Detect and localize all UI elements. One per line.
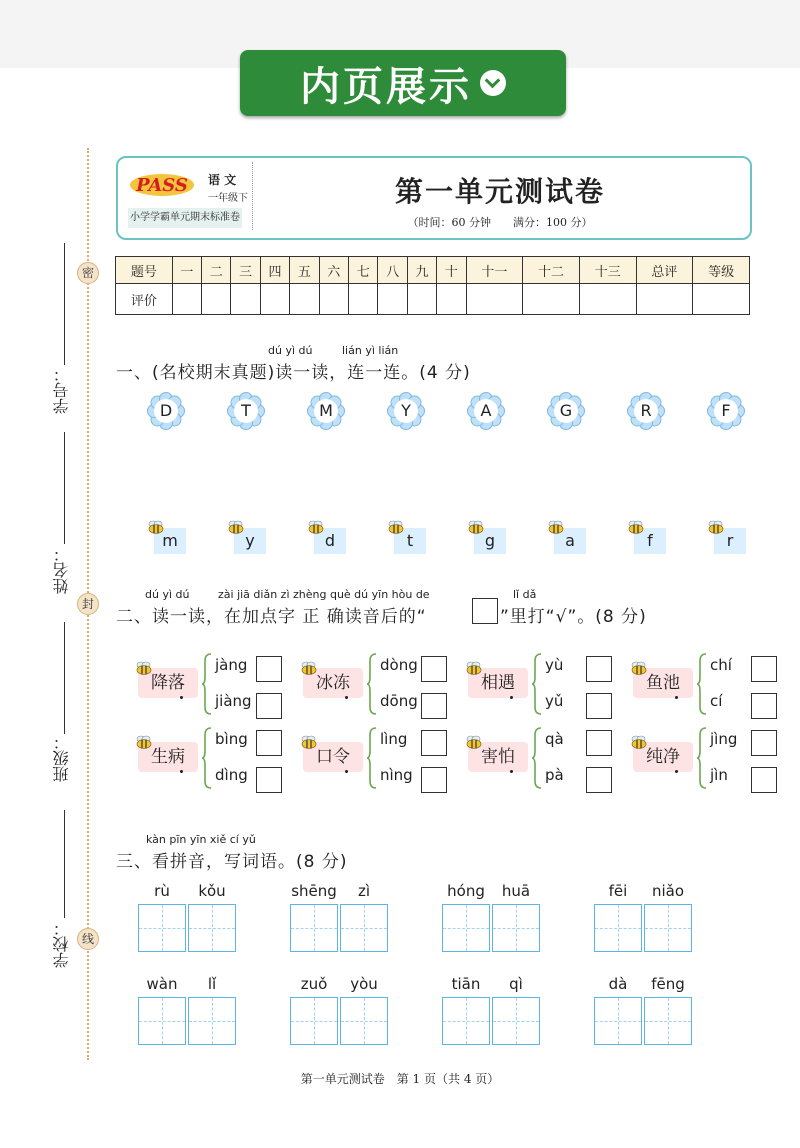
pinyin-option: yù: [545, 656, 564, 674]
series-label: 小学学霸单元期末标准卷: [128, 208, 242, 228]
answer-checkbox[interactable]: [586, 767, 612, 793]
brace-icon: [202, 727, 212, 789]
paper-subtitle: （时间：60 分钟 满分：100 分）: [407, 216, 593, 229]
word-card: 生病: [138, 742, 198, 772]
emphasis-dot: [675, 770, 678, 773]
lowercase-letter-card[interactable]: y: [234, 528, 266, 554]
seal-feng: 封: [77, 593, 99, 615]
writing-grid-cell[interactable]: [492, 997, 540, 1045]
pinyin-option: nìng: [380, 766, 413, 784]
writing-grid-cell[interactable]: [138, 904, 186, 952]
pinyin-option: chí: [710, 656, 732, 674]
brace-icon: [202, 653, 212, 715]
pinyin-syllable: lǐ: [207, 975, 217, 993]
bee-icon: [146, 519, 166, 533]
uppercase-letter[interactable]: G: [559, 401, 573, 420]
uppercase-letter[interactable]: R: [640, 401, 652, 420]
writing-grid-cell[interactable]: [442, 997, 490, 1045]
score-eval-cell[interactable]: [636, 284, 693, 315]
pinyin-syllable: fēi: [608, 882, 628, 900]
q1-pinyin-b: lián yì lián: [342, 344, 399, 357]
q3-pinyin: kàn pīn yīn xiě cí yǔ: [146, 833, 256, 846]
seal-xian: 线: [77, 928, 99, 950]
brace-icon: [697, 653, 707, 715]
uppercase-letter[interactable]: F: [721, 401, 731, 420]
pinyin-syllable: shēng: [291, 882, 337, 900]
writing-grid-cell[interactable]: [188, 904, 236, 952]
answer-checkbox[interactable]: [751, 656, 777, 682]
field-line: [64, 243, 65, 365]
score-header-cell: 八: [378, 257, 407, 284]
pinyin-syllable: qì: [509, 975, 523, 993]
paper-title: 第一单元测试卷: [394, 175, 605, 208]
lowercase-letter-card[interactable]: t: [394, 528, 426, 554]
score-header-cell: 十: [437, 257, 466, 284]
q1-pinyin-a: dú yì dú: [268, 344, 313, 357]
emphasis-dot: [180, 696, 183, 699]
brace-icon: [532, 653, 542, 715]
lowercase-letter-card[interactable]: g: [474, 528, 506, 554]
writing-grid-cell[interactable]: [340, 997, 388, 1045]
word-card: 鱼池: [633, 668, 693, 698]
bee-icon: [386, 519, 406, 533]
brace-icon: [697, 727, 707, 789]
uppercase-letter[interactable]: M: [319, 401, 333, 420]
score-header-cell: 三: [231, 257, 260, 284]
score-eval-cell[interactable]: [231, 284, 260, 315]
pinyin-syllable: zì: [357, 882, 371, 900]
bee-icon: [626, 519, 646, 533]
score-eval-cell[interactable]: [693, 284, 750, 315]
banner-title: 内页展示: [300, 63, 472, 110]
answer-checkbox[interactable]: [586, 730, 612, 756]
pinyin-option: jàng: [215, 656, 248, 674]
score-header-cell: 十二: [523, 257, 580, 284]
score-header-cell: 四: [260, 257, 289, 284]
uppercase-letter[interactable]: T: [241, 401, 251, 420]
brace-icon: [367, 653, 377, 715]
writing-grid-cell[interactable]: [644, 904, 692, 952]
q2-pinyin-b: zài jiā diǎn zì zhèng què dú yīn hòu de: [218, 588, 430, 601]
score-eval-cell[interactable]: [407, 284, 436, 315]
answer-checkbox[interactable]: [421, 693, 447, 719]
pinyin-syllable: hóng: [447, 882, 485, 900]
q1-heading: 一、(名校期末真题)读一读，连一连。(4 分): [116, 363, 471, 383]
pinyin-syllable: zuǒ: [300, 975, 328, 993]
pinyin-option: dòng: [380, 656, 418, 674]
emphasis-dot: [675, 696, 678, 699]
bee-icon: [299, 660, 319, 674]
score-eval-cell[interactable]: [260, 284, 289, 315]
word-card: 冰冻: [303, 668, 363, 698]
chevron-down-icon: [480, 70, 506, 96]
score-eval-label: 评价: [116, 284, 173, 315]
uppercase-letter[interactable]: Y: [401, 401, 411, 420]
grade-label: 一年级下: [208, 193, 248, 204]
writing-grid-cell[interactable]: [138, 997, 186, 1045]
lowercase-letter-card[interactable]: f: [634, 528, 666, 554]
q3-heading: 三、看拼音，写词语。(8 分): [116, 852, 348, 872]
bee-icon: [466, 519, 486, 533]
emphasis-dot: [180, 770, 183, 773]
pinyin-option: bìng: [215, 730, 248, 748]
bee-icon: [629, 734, 649, 748]
answer-checkbox[interactable]: [751, 767, 777, 793]
answer-checkbox[interactable]: [421, 656, 447, 682]
bee-icon: [706, 519, 726, 533]
bee-icon: [546, 519, 566, 533]
score-header-cell: 一: [172, 257, 201, 284]
word-card: 害怕: [468, 742, 528, 772]
pinyin-syllable: tiān: [451, 975, 481, 993]
bee-icon: [226, 519, 246, 533]
seal-mi: 密: [77, 262, 99, 284]
score-header-cell: 总评: [636, 257, 693, 284]
field-line: [64, 622, 65, 734]
pinyin-option: pà: [545, 766, 564, 784]
uppercase-letter[interactable]: A: [480, 401, 492, 420]
answer-checkbox[interactable]: [421, 767, 447, 793]
uppercase-letter[interactable]: D: [159, 401, 173, 420]
answer-checkbox[interactable]: [256, 693, 282, 719]
lowercase-letter-card[interactable]: d: [314, 528, 346, 554]
word-card: 纯净: [633, 742, 693, 772]
bee-icon: [134, 660, 154, 674]
score-table: [115, 256, 750, 315]
score-eval-cell[interactable]: [437, 284, 466, 315]
writing-grid-cell[interactable]: [188, 997, 236, 1045]
answer-checkbox[interactable]: [256, 656, 282, 682]
pinyin-option: dōng: [380, 692, 418, 710]
answer-checkbox[interactable]: [586, 656, 612, 682]
pinyin-option: lìng: [380, 730, 408, 748]
pass-logo: [128, 170, 196, 198]
score-header-cell: 十三: [579, 257, 636, 284]
bee-icon: [629, 660, 649, 674]
emphasis-dot: [345, 696, 348, 699]
pinyin-syllable: wàn: [146, 975, 178, 993]
word-card: 相遇: [468, 668, 528, 698]
lowercase-letter-card[interactable]: r: [714, 528, 746, 554]
brace-icon: [532, 727, 542, 789]
pinyin-syllable: huā: [501, 882, 531, 900]
q2-pinyin-a: dú yì dú: [145, 588, 190, 601]
word-card: 口令: [303, 742, 363, 772]
score-header-cell: 二: [202, 257, 231, 284]
score-header-cell: 七: [349, 257, 378, 284]
pinyin-option: yǔ: [545, 692, 564, 710]
lowercase-letter-card[interactable]: a: [554, 528, 586, 554]
pinyin-option: qà: [545, 730, 564, 748]
writing-grid-cell[interactable]: [442, 904, 490, 952]
subject-label: 语 文: [208, 173, 237, 187]
bee-icon: [134, 734, 154, 748]
writing-grid-cell[interactable]: [290, 904, 338, 952]
score-eval-cell[interactable]: [172, 284, 201, 315]
pinyin-option: jiàng: [215, 692, 252, 710]
score-header-cell: 五: [290, 257, 319, 284]
bee-icon: [299, 734, 319, 748]
answer-checkbox[interactable]: [256, 767, 282, 793]
score-eval-cell[interactable]: [319, 284, 348, 315]
brace-icon: [367, 727, 377, 789]
pinyin-syllable: dà: [608, 975, 628, 993]
writing-grid-cell[interactable]: [290, 997, 338, 1045]
score-eval-cell[interactable]: [378, 284, 407, 315]
pinyin-syllable: niǎo: [651, 882, 685, 900]
writing-grid-cell[interactable]: [492, 904, 540, 952]
score-eval-cell[interactable]: [349, 284, 378, 315]
page-footer: 第一单元测试卷 第 1 页（共 4 页）: [300, 1072, 500, 1086]
lowercase-letter-card[interactable]: m: [154, 528, 186, 554]
score-eval-cell[interactable]: [202, 284, 231, 315]
bee-icon: [464, 660, 484, 674]
score-header-cell: 十一: [466, 257, 523, 284]
pinyin-option: jìng: [710, 730, 738, 748]
pinyin-syllable: fēng: [651, 975, 685, 993]
answer-box-sample: [472, 598, 498, 624]
pinyin-option: dìng: [215, 766, 248, 784]
emphasis-dot: [510, 770, 513, 773]
class-label: 班级：: [52, 734, 71, 782]
writing-grid-cell[interactable]: [340, 904, 388, 952]
pinyin-option: cí: [710, 692, 723, 710]
score-header-cell: 等级: [693, 257, 750, 284]
school-label: 学校：: [52, 920, 71, 968]
emphasis-dot: [510, 696, 513, 699]
bee-icon: [306, 519, 326, 533]
pinyin-syllable: kǒu: [198, 882, 226, 900]
name-label: 姓名：: [52, 546, 71, 594]
pinyin-syllable: rù: [154, 882, 170, 900]
score-eval-cell[interactable]: [466, 284, 523, 315]
score-eval-cell[interactable]: [579, 284, 636, 315]
writing-grid-cell[interactable]: [594, 904, 642, 952]
q2-heading-a: 二、读一读，在加点字 正 确读音后的“: [116, 607, 427, 627]
page-banner: [240, 50, 566, 116]
answer-checkbox[interactable]: [751, 693, 777, 719]
writing-grid-cell[interactable]: [644, 997, 692, 1045]
emphasis-dot: [345, 770, 348, 773]
answer-checkbox[interactable]: [586, 693, 612, 719]
answer-checkbox[interactable]: [421, 730, 447, 756]
student-id-label: 学号：: [52, 366, 71, 414]
writing-grid-cell[interactable]: [594, 997, 642, 1045]
score-header-cell: 六: [319, 257, 348, 284]
answer-checkbox[interactable]: [751, 730, 777, 756]
pinyin-option: jìn: [710, 766, 728, 784]
score-header-label: 题号: [116, 257, 173, 284]
field-line: [64, 432, 65, 544]
answer-checkbox[interactable]: [256, 730, 282, 756]
pinyin-syllable: yòu: [350, 975, 378, 993]
score-eval-cell[interactable]: [523, 284, 580, 315]
score-eval-cell[interactable]: [290, 284, 319, 315]
field-line: [64, 810, 65, 918]
bee-icon: [464, 734, 484, 748]
word-card: 降落: [138, 668, 198, 698]
q2-heading-b: ”里打“√”。(8 分): [500, 607, 647, 627]
score-header-cell: 九: [407, 257, 436, 284]
pass-logo-text: PASS: [136, 175, 188, 196]
q2-pinyin-c: lǐ dǎ: [513, 588, 537, 601]
